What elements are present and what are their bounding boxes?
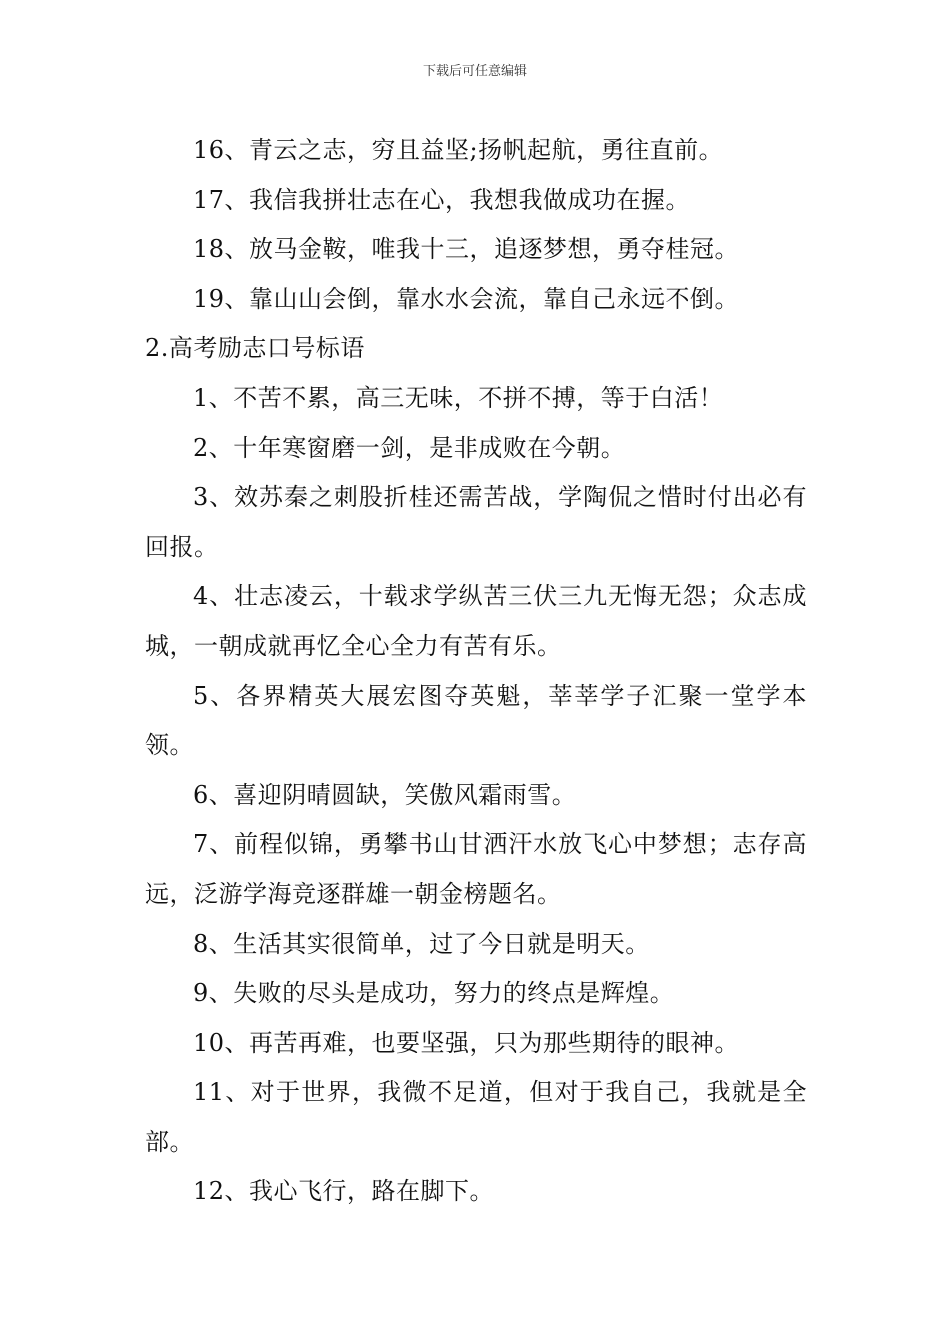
paragraph: 19、靠山山会倒，靠水水会流，靠自己永远不倒。 — [193, 284, 740, 313]
paragraph: 17、我信我拼壮志在心，我想我做成功在握。 — [193, 185, 691, 214]
document-body — [145, 126, 807, 1217]
paragraph: 5、各界精英大展宏图夺英魁，莘莘学子汇聚一堂学本领。 — [145, 681, 807, 760]
paragraph: 16、青云之志，穷且益坚;扬帆起航，勇往直前。 — [193, 136, 724, 164]
paragraph: 9、失败的尽头是成功，努力的终点是辉煌。 — [193, 979, 675, 1008]
paragraph: 7、前程似锦，勇攀书山甘洒汗水放飞心中梦想；志存高远，泛游学海竞逐群雄一朝金榜题名。 — [145, 830, 807, 908]
section-heading: 2.高考励志口号标语 — [145, 334, 365, 363]
paragraph: 12、我心飞行，路在脚下。 — [193, 1177, 495, 1206]
paragraph: 10、再苦再难，也要坚强，只为那些期待的眼神。 — [193, 1028, 740, 1057]
paragraph: 4、壮志凌云，十载求学纵苦三伏三九无悔无怨；众志成城，一朝成就再忆全心全力有苦有乐。 — [145, 582, 807, 660]
paragraph: 6、喜迎阴晴圆缺，笑傲风霜雨雪。 — [193, 780, 577, 809]
page-header-note: 下载后可任意编辑 — [422, 64, 527, 79]
paragraph: 2、十年寒窗磨一剑，是非成败在今朝。 — [193, 433, 626, 462]
paragraph: 1、不苦不累，高三无味，不拼不搏，等于白活！ — [193, 383, 724, 412]
paragraph: 18、放马金鞍，唯我十三，追逐梦想，勇夺桂冠。 — [193, 235, 740, 264]
paragraph: 3、效苏秦之刺股折桂还需苦战，学陶侃之惜时付出必有回报。 — [145, 483, 807, 561]
paragraph: 8、生活其实很简单，过了今日就是明天。 — [193, 929, 650, 958]
paragraph: 11、对于世界，我微不足道，但对于我自己，我就是全部。 — [145, 1078, 807, 1156]
